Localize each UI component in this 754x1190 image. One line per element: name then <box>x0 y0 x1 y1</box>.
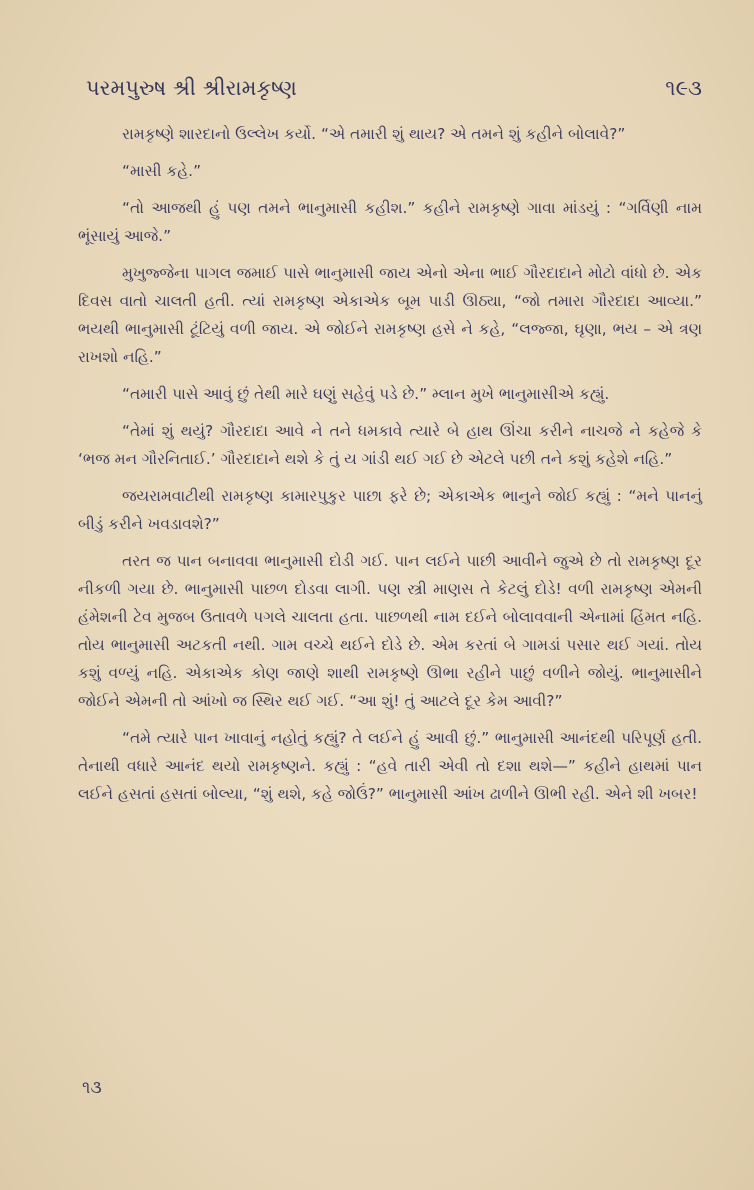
signature-mark: ૧૩ <box>82 1078 102 1098</box>
paragraph: જયરામવાટીથી રામકૃષ્ણ કામારપુકુર પાછા ફરે છે; એકાએક ભાનુને જોઈ કહ્યું : “મને પાનનું બીડું કરીને ખવડાવશે?” <box>78 487 702 533</box>
paragraph: “માસી કહે.” <box>122 162 202 180</box>
paragraph: તરત જ પાન બનાવવા ભાનુમાસી દોડી ગઈ. પાન લઈને પાછી આવીને જુએ છે તો રામકૃષ્ણ દૂર નીકળી ગયા છે. ભાનુમાસી પાછળ દોડવા લાગી. પણ સ્ત્રી માણસ તે કેટલું દોડે! વળી રામકૃષ્ણ એમની હંમેશની ટેવ મુજબ ઉતાવળે પગલે ચાલતા હતા. પાછળથી નામ દઈને બોલાવવાની એનામાં હિંમત નહિ. તોય ભાનુમાસી અટકતી નથી. ગામ વચ્ચે થઈને દોડે છે. એમ કરતાં બે ગામડાં પસાર થઈ ગયાં. તોય કશું વળ્યું નહિ. એકાએક કોણ જાણે શાથી રામકૃષ્ણે ઊભા રહીને પાછું વળીને જોયું. ભાનુમાસીને જોઈને એમની તો આંખો જ સ્થિર થઈ ગઈ. “આ શું! તું આટલે દૂર કેમ આવી?” <box>78 552 702 710</box>
running-title: પરમપુરુષ શ્રી શ્રીરામકૃષ્ણ <box>86 76 297 100</box>
paragraph: “તમારી પાસે આવું છું તેથી મારે ઘણું સહેવું પડે છે.” મ્લાન મુખે ભાનુમાસીએ કહ્યું. <box>122 385 610 403</box>
paragraph: “તમે ત્યારે પાન ખાવાનું નહોતું કહ્યું? તે લઈને હું આવી છું.” ભાનુમાસી આનંદથી પરિપૂર્ણ હતી. તેનાથી વધારે આનંદ થયો રામકૃષ્ણને. કહ્યું : “હવે તારી એવી તો દશા થશે—” કહીને હાથમાં પાન લઈને હસતાં હસતાં બોલ્યા, “શું થશે, કહે જોઉં?” ભાનુમાસી આંખ ઢાળીને ઊભી રહી. એને શી ખબર! <box>78 729 702 803</box>
paragraph: “તો આજથી હું પણ તમને ભાનુમાસી કહીશ.” કહીને રામકૃષ્ણે ગાવા માંડયું : “ગર્વિણી નામ ભૂંસાયું આજે.” <box>78 199 702 245</box>
body-text <box>78 120 702 817</box>
running-header <box>86 76 702 101</box>
paragraph: મુખુજ્જેના પાગલ જમાઈ પાસે ભાનુમાસી જાય એનો એના ભાઈ ગૌરદાદાને મોટો વાંધો છે. એક દિવસ વાતો ચાલતી હતી. ત્યાં રામકૃષ્ણ એકાએક બૂમ પાડી ઊઠ્યા, “જો તમારા ગૌરદાદા આવ્યા.” ભયથી ભાનુમાસી ટૂંટિયું વળી જાય. એ જોઈને રામકૃષ્ણ હસે ને કહે, “લજ્જા, ઘૃણા, ભય – એ ત્રણ રાખશો નહિ.” <box>78 264 702 366</box>
paragraph: રામકૃષ્ણે શારદાનો ઉલ્લેખ કર્યો. “એ તમારી શું થાય? એ તમને શું કહીને બોલાવે?” <box>122 125 626 143</box>
paragraph: “તેમાં શું થયું? ગૌરદાદા આવે ને તને ધમકાવે ત્યારે બે હાથ ઊંચા કરીને નાચજે ને કહેજે કે ‘ભજ મન ગૌરનિતાઈ.’ ગૌરદાદાને થશે કે તું ય ગાંડી થઈ ગઈ છે એટલે પછી તને કશું કહેશે નહિ.” <box>78 422 702 468</box>
page-number: ૧૯૩ <box>665 76 702 100</box>
